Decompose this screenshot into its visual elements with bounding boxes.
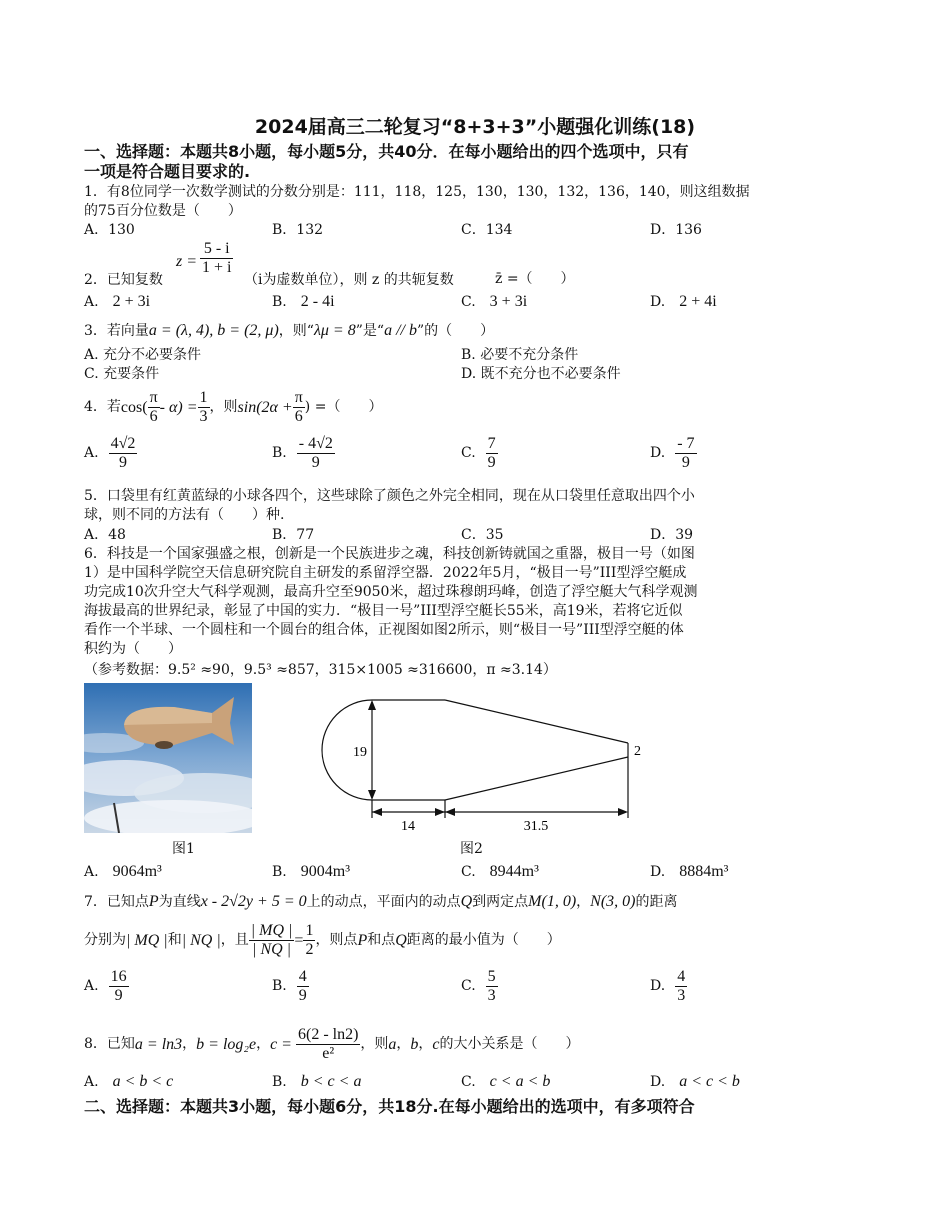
- q8-option-a: A. a < b < c: [84, 1073, 174, 1090]
- q3-option-d: D. 既不充分也不必要条件: [461, 366, 621, 382]
- section2-heading: 二、选择题：本题共3小题，每小题6分，共18分.在每小题给出的选项中，有多项符合: [84, 1097, 695, 1116]
- q2-suffix: （i为虚数单位），则 z 的共轭复数: [244, 272, 454, 288]
- q4-option-c: C. $\frac{7}{9}$: [461, 435, 496, 471]
- arrow-left-31: [445, 808, 455, 816]
- figure2-caption: 图2: [460, 841, 483, 857]
- q7-line-equation: x - 2√2y + 5 = 0: [200, 893, 307, 910]
- q7-option-a: A. $\frac{16}{9}$: [84, 968, 127, 1004]
- q2-option-a: A. 2 + 3i: [84, 293, 151, 310]
- q3-parallel: a // b: [384, 322, 417, 339]
- page-title: 2024届高三二轮复习“8+3+3”小题强化训练(18): [254, 116, 696, 138]
- q2-frac-den: 1 + i: [202, 259, 232, 276]
- section1-heading-line2: 一项是符合题目要求的.: [84, 162, 251, 181]
- frustum-bottom-edge: [445, 757, 628, 800]
- q7-option-d: D. $\frac{4}{3}$: [650, 968, 686, 1004]
- q1-text-line2: 的75百分位数是（ ）: [84, 203, 242, 219]
- q3-option-a: A. 充分不必要条件: [84, 347, 202, 363]
- airship-photo: [84, 683, 252, 833]
- q6-text-line4: 海拔最高的世界纪录，彰显了中国的实力．“极目一号”III型浮空艇长55米，高19米，若将它近似: [84, 603, 683, 619]
- q8-option-d: D. a < c < b: [650, 1073, 740, 1090]
- q6-text-line3: 功完成10次升空大气科学观测，最高升空至9050米，超过珠穆朗玛峰，创造了浮空艇大气科学观测: [84, 584, 698, 600]
- q6-option-d: D. 8884m³: [650, 863, 729, 880]
- q5-text-line2: 球，则不同的方法有（ ）种.: [84, 507, 285, 523]
- q4-line: 4．若 cos( $\frac{\pi}{6}$ - α) = $\frac{1}{3}$ ，则 sin(2α + $\frac{\pi}{6}$ ) =（ ）: [84, 388, 383, 425]
- q1-option-a: A．130: [84, 222, 135, 238]
- q7-line2: 分别为 | MQ | 和 | NQ | ，且 $\frac{| MQ |}{| NQ |}$ = $\frac{1}{2}$ ，则点 P 和点 Q 距离的最小值为（ ）: [84, 921, 561, 958]
- section1-heading-line1: 一、选择题：本题共8小题，每小题5分，共40分．在每小题给出的四个选项中，只有: [84, 142, 689, 161]
- q4-option-d: D. $\frac{- 7}{9}$: [650, 435, 695, 471]
- q7-option-c: C. $\frac{5}{3}$: [461, 968, 496, 1004]
- q8-option-b: B. b < c < a: [272, 1073, 362, 1090]
- arrow-left-14: [372, 808, 382, 816]
- q6-text-line6: 积约为（ ）: [84, 641, 182, 657]
- q5-option-d: D．39: [650, 527, 694, 543]
- q7-line1: 7．已知点P为直线x - 2√2y + 5 = 0上的动点，平面内的动点Q到两定点M(1, 0)，N(3, 0)的距离: [84, 893, 678, 910]
- airship-front-view-diagram: [310, 690, 650, 840]
- q4-option-a: A. $\frac{4√2}{9}$: [84, 435, 136, 471]
- q2-z-label: z =: [176, 253, 198, 270]
- q6-option-b: B. 9004m³: [272, 863, 350, 880]
- q3-option-c: C. 充要条件: [84, 366, 160, 382]
- q2-option-d: D. 2 + 4i: [650, 293, 717, 310]
- q6-text-line1: 6．科技是一个国家强盛之根，创新是一个民族进步之魂，科技创新铸就国之重器，极目一号（如图: [84, 546, 695, 562]
- q1-option-d: D．136: [650, 222, 702, 238]
- q5-option-b: B．77: [272, 527, 315, 543]
- label-height: 19: [353, 745, 367, 760]
- q5-option-c: C．35: [461, 527, 504, 543]
- q1-option-b: B．132: [272, 222, 324, 238]
- q7-option-b: B. $\frac{4}{9}$: [272, 968, 307, 1004]
- arrow-right-31: [618, 808, 628, 816]
- frustum-top-edge: [445, 700, 628, 743]
- figure1-caption: 图1: [172, 841, 195, 857]
- q2-fraction: [200, 240, 233, 277]
- q1-option-c: C．134: [461, 222, 513, 238]
- q6-option-a: A. 9064m³: [84, 863, 162, 880]
- q6-text-line5: 看作一个半球、一个圆柱和一个圆台的组合体，正视图如图2所示，则“极目一号”III型浮空艇的体: [84, 622, 684, 638]
- q4-option-b: B. $\frac{- 4√2}{9}$: [272, 435, 333, 471]
- arrow-up: [368, 700, 376, 710]
- q3-line: 3．若向量a = (λ, 4), b = (2, μ)，则“λμ = 8”是“a // b”的（ ）: [84, 322, 495, 339]
- q8-option-c: C. c < a < b: [461, 1073, 551, 1090]
- q2-prefix: 2．已知复数: [84, 272, 163, 288]
- q2-zbar: z̄ =（ ）: [495, 271, 575, 287]
- q1-text-line1: 1．有8位同学一次数学测试的分数分别是：111，118，125，130，130，132，136，140，则这组数据: [84, 184, 750, 200]
- q2-option-c: C. 3 + 3i: [461, 293, 528, 310]
- label-cylinder-length: 14: [401, 819, 415, 834]
- q8-line: 8．已知 a = ln3 ， b = log₂e ， c = $\frac{6(2 - \ln 2)}{\text{e²}}$ ，则 a ， b ， c 的大小关系是（ ）: [84, 1025, 580, 1062]
- q3-option-b: B. 必要不充分条件: [461, 347, 579, 363]
- arrow-down: [368, 790, 376, 800]
- q6-text-line2: 1）是中国科学院空天信息研究院自主研发的系留浮空器．2022年5月，“极目一号”III型浮空艇成: [84, 565, 687, 581]
- label-tip: 2: [634, 744, 641, 759]
- q3-vectors: a = (λ, 4), b = (2, μ): [148, 322, 279, 339]
- q2-option-b: B. 2 - 4i: [272, 293, 335, 310]
- q5-text-line1: 5．口袋里有红黄蓝绿的小球各四个，这些球除了颜色之外完全相同，现在从口袋里任意取出四个小: [84, 488, 695, 504]
- q5-option-a: A．48: [84, 527, 126, 543]
- q2-frac-num: 5 - i: [200, 240, 233, 259]
- q3-condition: λμ = 8: [313, 322, 356, 339]
- arrow-right-14: [435, 808, 445, 816]
- q6-reference-data: （参考数据：9.5² ≈90，9.5³ ≈857，315×1005 ≈316600，π ≈3.14）: [84, 662, 557, 678]
- label-frustum-length: 31.5: [523, 819, 549, 834]
- q6-option-c: C. 8944m³: [461, 863, 539, 880]
